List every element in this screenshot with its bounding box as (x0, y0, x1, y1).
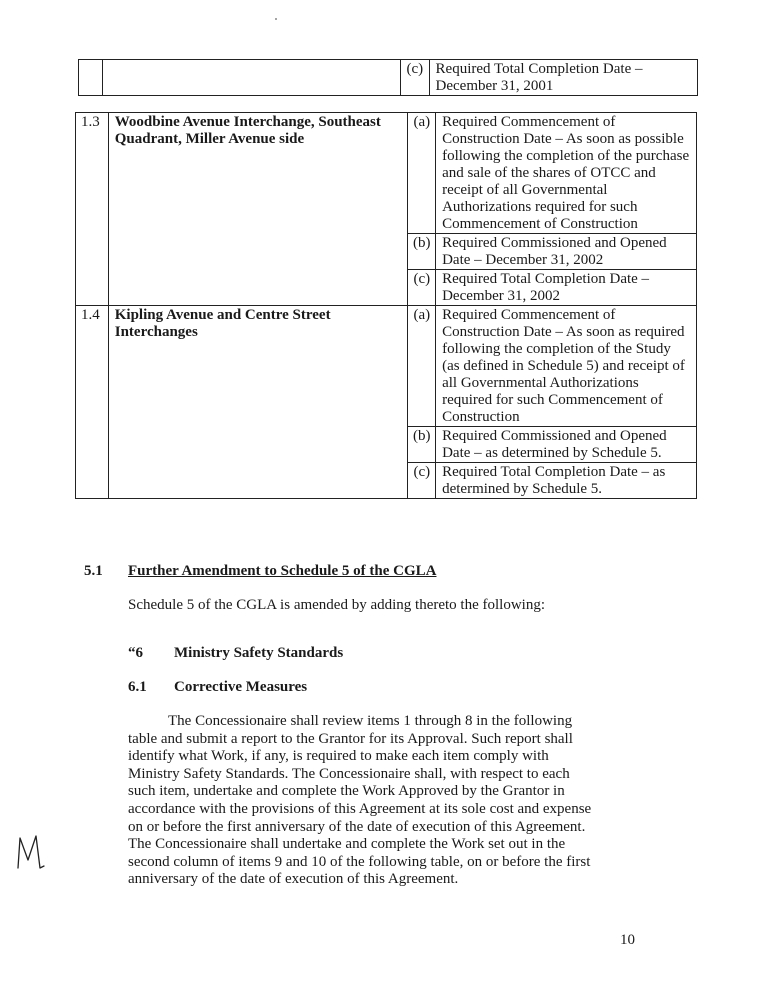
continuation-table (78, 59, 698, 96)
row-description: Required Total Completion Date – as determined by Schedule 5. (436, 463, 697, 499)
item-title: Woodbine Avenue Interchange, Southeast Quadrant, Miller Avenue side (108, 113, 408, 306)
sub-sub-heading-number: 6.1 (128, 679, 147, 695)
item-title: Kipling Avenue and Centre Street Interchanges (108, 306, 408, 499)
item-number: 1.3 (76, 113, 109, 306)
handwritten-initials-icon (14, 832, 48, 872)
row-description: Required Commencement of Construction Date – As soon as possible following the completion of the purchase and sale of the shares of OTCC and receipt of all Governmental Authorizations required for such Commencement of Construction (436, 113, 697, 234)
row-letter: (c) (408, 270, 436, 306)
schedule-table (75, 112, 697, 499)
table-cell-empty (103, 60, 401, 96)
sub-heading-number: “6 (128, 645, 143, 661)
section-intro: Schedule 5 of the CGLA is amended by adding thereto the following: (128, 597, 545, 613)
table-row (76, 306, 697, 427)
scan-speck (275, 18, 277, 20)
row-description: Required Total Completion Date – December 31, 2002 (436, 270, 697, 306)
page-number: 10 (620, 932, 635, 948)
body-paragraph: The Concessionaire shall review items 1 through 8 in the following table and submit a report to the Grantor for its Approval. Such report shall identify what Work, if any, is required to make each item comply with Ministry Safety Standards. The Concessionaire shall, with respect to each such item, undertake and complete the Work Approved by the Grantor in accordance with the provisions of this Agreement at its sole cost and expense on or before the first anniversary of the date of execution of this Agreement. The Concessionaire shall undertake and complete the Work set out in the second column of items 9 and 10 of the following table, on or before the first anniversary of the date of execution of this Agreement. (128, 713, 592, 888)
item-number: 1.4 (76, 306, 109, 499)
row-description: Required Commencement of Construction Date – As soon as required following the completion of the Study (as defined in Schedule 5) and receipt of all Governmental Authorizations required for such Commencement of Construction (436, 306, 697, 427)
row-letter: (b) (408, 234, 436, 270)
row-description: Required Commissioned and Opened Date – December 31, 2002 (436, 234, 697, 270)
table-cell-empty (79, 60, 103, 96)
row-letter: (a) (408, 306, 436, 427)
section-title: Further Amendment to Schedule 5 of the CGLA (128, 563, 437, 579)
row-letter: (b) (408, 427, 436, 463)
row-letter: (c) (408, 463, 436, 499)
row-letter: (a) (408, 113, 436, 234)
sub-heading-title: Ministry Safety Standards (174, 645, 344, 661)
row-description: Required Commissioned and Opened Date – as determined by Schedule 5. (436, 427, 697, 463)
sub-sub-heading-title: Corrective Measures (174, 679, 308, 695)
row-letter: (c) (401, 60, 429, 96)
table-row (79, 60, 698, 96)
row-description: Required Total Completion Date – December 31, 2001 (429, 60, 697, 96)
section-number: 5.1 (84, 563, 103, 579)
table-row (76, 113, 697, 234)
